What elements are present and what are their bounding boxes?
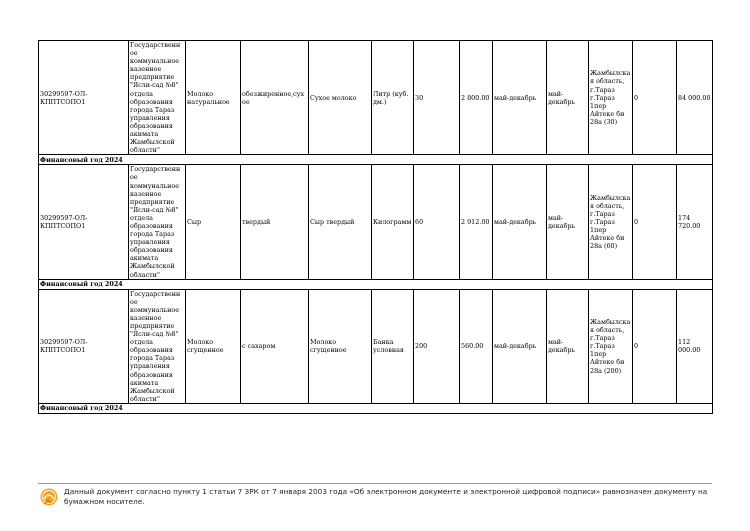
price-cell: 560.00 <box>460 289 493 403</box>
product-characteristic-cell: с сахаром <box>241 289 309 403</box>
item-code-cell: 30299597-ОЛ-КППТСОПО1 <box>39 165 129 279</box>
payment-period-cell: май-декабрь <box>547 289 589 403</box>
price-cell: 2 800.00 <box>460 41 493 155</box>
quantity-cell: 200 <box>414 289 460 403</box>
quantity-cell: 30 <box>414 41 460 155</box>
item-code-cell: 30299597-ОЛ-КППТСОПО1 <box>39 289 129 403</box>
advance-payment-cell: 0 <box>633 165 677 279</box>
extra-description-cell: Сухое молоко <box>309 41 372 155</box>
total-amount-cell: 112 000.00 <box>677 289 713 403</box>
total-amount-cell: 174 720.00 <box>677 165 713 279</box>
delivery-address-cell: Жамбылская область, г.Тараз г.Тараз 1пер Айтеке би 28а (30) <box>589 41 633 155</box>
price-cell: 2 912.00 <box>460 165 493 279</box>
product-name-cell: Сыр <box>186 165 241 279</box>
table-row <box>39 165 713 279</box>
fiscal-year-label: Финансовый год 2024 <box>39 279 713 289</box>
extra-description-cell: Сыр твердый <box>309 165 372 279</box>
organization-cell: Государственное коммунальное казенное предприятие "Ясли-сад №8" отдела образования города Тараз управления образования акимата Жамбылской области" <box>129 41 186 155</box>
advance-payment-cell: 0 <box>633 289 677 403</box>
table-row <box>39 289 713 403</box>
fiscal-year-label: Финансовый год 2024 <box>39 155 713 165</box>
delivery-period-cell: май-декабрь <box>493 41 547 155</box>
procurement-table <box>38 40 713 414</box>
payment-period-cell: май-декабрь <box>547 165 589 279</box>
delivery-address-cell: Жамбылская область, г.Тараз г.Тараз 1пер Айтеке би 28а (200) <box>589 289 633 403</box>
legal-notice: Данный документ согласно пункту 1 статьи 7 ЗРК от 7 января 2003 года «Об электронном документе и электронной цифровой подписи» равнозначен документу на бумажном носителе. <box>64 487 708 506</box>
organization-cell: Государственное коммунальное казенное предприятие "Ясли-сад №8" отдела образования города Тараз управления образования акимата Жамбылской области" <box>129 289 186 403</box>
payment-period-cell: май-декабрь <box>547 41 589 155</box>
footer-divider <box>38 483 712 484</box>
delivery-period-cell: май-декабрь <box>493 289 547 403</box>
total-amount-cell: 84 000.00 <box>677 41 713 155</box>
unit-cell: Килограмм <box>372 165 414 279</box>
fiscal-year-row <box>39 403 713 413</box>
advance-payment-cell: 0 <box>633 41 677 155</box>
product-characteristic-cell: твердый <box>241 165 309 279</box>
table-row <box>39 41 713 155</box>
product-name-cell: Молоко натуральное <box>186 41 241 155</box>
stamp-seal-icon <box>38 486 60 508</box>
fiscal-year-label: Финансовый год 2024 <box>39 403 713 413</box>
extra-description-cell: Молоко сгущенное <box>309 289 372 403</box>
fiscal-year-row <box>39 155 713 165</box>
item-code-cell: 30299597-ОЛ-КППТСОПО1 <box>39 41 129 155</box>
unit-cell: Банка условная <box>372 289 414 403</box>
delivery-address-cell: Жамбылская область, г.Тараз г.Тараз 1пер Айтеке би 28а (60) <box>589 165 633 279</box>
delivery-period-cell: май-декабрь <box>493 165 547 279</box>
unit-cell: Литр (куб. дм.) <box>372 41 414 155</box>
product-name-cell: Молоко сгущенное <box>186 289 241 403</box>
organization-cell: Государственное коммунальное казенное предприятие "Ясли-сад №8" отдела образования города Тараз управления образования акимата Жамбылской области" <box>129 165 186 279</box>
product-characteristic-cell: обезжиренное,сухое <box>241 41 309 155</box>
fiscal-year-row <box>39 279 713 289</box>
procurement-plan-page <box>38 40 712 414</box>
quantity-cell: 60 <box>414 165 460 279</box>
